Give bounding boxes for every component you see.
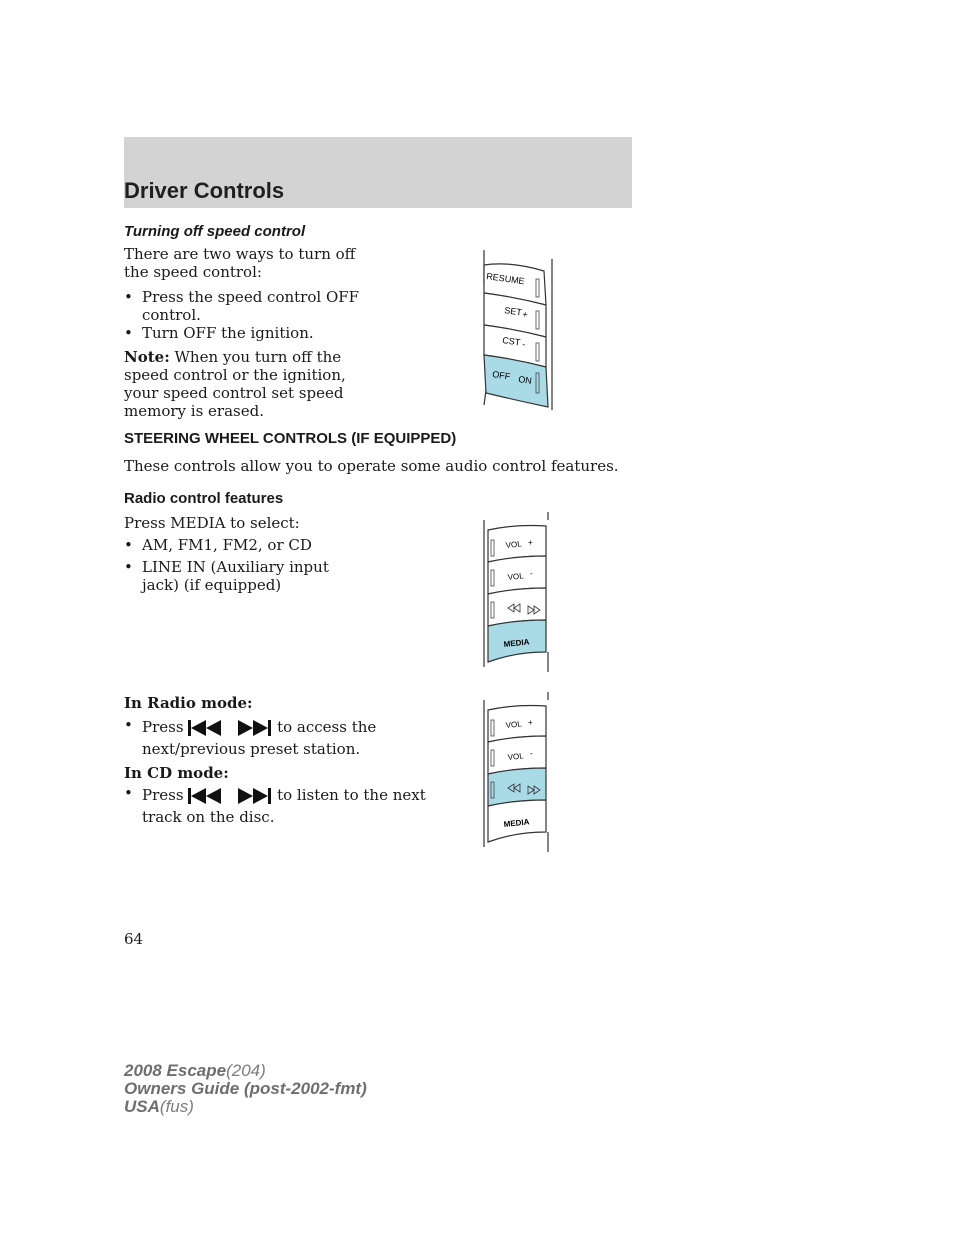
cst-label: CST xyxy=(501,335,521,348)
bullet-text xyxy=(142,784,432,828)
bullet-text: Press the speed control OFF control. xyxy=(142,288,360,324)
footer-guide: Owners Guide (post-2002-fmt) xyxy=(124,1079,367,1098)
radio-heading: Radio control features xyxy=(124,490,284,507)
radio-intro: Press MEDIA to select: xyxy=(124,514,300,532)
bullet-dot: • xyxy=(124,324,133,342)
resume-label: RESUME xyxy=(485,271,526,287)
plus-label: + xyxy=(521,309,529,320)
page-title: Driver Controls xyxy=(124,178,285,203)
media-label: MEDIA xyxy=(503,817,530,829)
footer-model: 2008 Escape xyxy=(124,1061,227,1080)
footer-model-code: (204) xyxy=(226,1061,266,1080)
speed-off-heading: Turning off speed control xyxy=(124,223,306,240)
bullet-dot: • xyxy=(124,784,133,802)
bullet-text: Turn OFF the ignition. xyxy=(142,324,314,342)
vol-label: VOL xyxy=(505,539,523,550)
bullet-text: AM, FM1, FM2, or CD xyxy=(142,536,312,554)
set-label: SET xyxy=(503,305,523,318)
audio-panel-media xyxy=(470,512,570,674)
note-text: When you turn off the speed control or the ignition, your speed control set speed memory is erased. xyxy=(124,348,346,420)
radio-mode-text: to access the next/previous preset station. xyxy=(142,718,377,758)
speed-off-intro: There are two ways to turn off the speed control: xyxy=(124,245,356,281)
media-button xyxy=(488,800,546,842)
bullet-dot: • xyxy=(124,536,133,554)
bullet-dot: • xyxy=(124,288,133,306)
note-label: Note: xyxy=(124,348,170,366)
media-button xyxy=(488,620,546,662)
vol-label: VOL xyxy=(507,751,525,762)
bullet-text xyxy=(142,716,432,760)
steering-heading: STEERING WHEEL CONTROLS (IF EQUIPPED) xyxy=(124,430,457,447)
page-number: 64 xyxy=(124,930,144,948)
press-word: Press xyxy=(142,718,184,736)
footer-line-1 xyxy=(124,1062,367,1080)
bullet-dot: • xyxy=(124,558,133,576)
minus-label: - xyxy=(530,749,533,758)
bullet-text: LINE IN (Auxiliary input jack) (if equipped) xyxy=(142,558,329,594)
cd-mode-label: In CD mode: xyxy=(124,764,229,782)
footer-line-3 xyxy=(124,1098,367,1116)
media-label: MEDIA xyxy=(503,637,530,649)
press-word: Press xyxy=(142,786,184,804)
vol-label: VOL xyxy=(505,719,523,730)
minus-label: - xyxy=(530,569,533,578)
vol-label: VOL xyxy=(507,571,525,582)
seek-icon xyxy=(188,719,272,737)
off-label: OFF xyxy=(491,369,511,382)
audio-panel-seek xyxy=(470,692,570,854)
footer xyxy=(124,1062,367,1116)
footer-market: USA xyxy=(124,1097,160,1116)
plus-label: + xyxy=(528,538,533,547)
seek-icon xyxy=(188,787,272,805)
footer-market-code: (fus) xyxy=(159,1097,194,1116)
minus-label: - xyxy=(521,339,527,350)
bullet-dot: • xyxy=(124,716,133,734)
on-label: ON xyxy=(517,374,533,386)
plus-label: + xyxy=(528,718,533,727)
radio-mode-label: In Radio mode: xyxy=(124,694,253,712)
steering-intro: These controls allow you to operate some audio control features. xyxy=(124,457,619,475)
cd-mode-text: to listen to the next track on the disc. xyxy=(142,786,426,826)
footer-line-2 xyxy=(124,1080,367,1098)
speed-off-note xyxy=(124,348,384,420)
speed-control-panel xyxy=(470,245,570,410)
